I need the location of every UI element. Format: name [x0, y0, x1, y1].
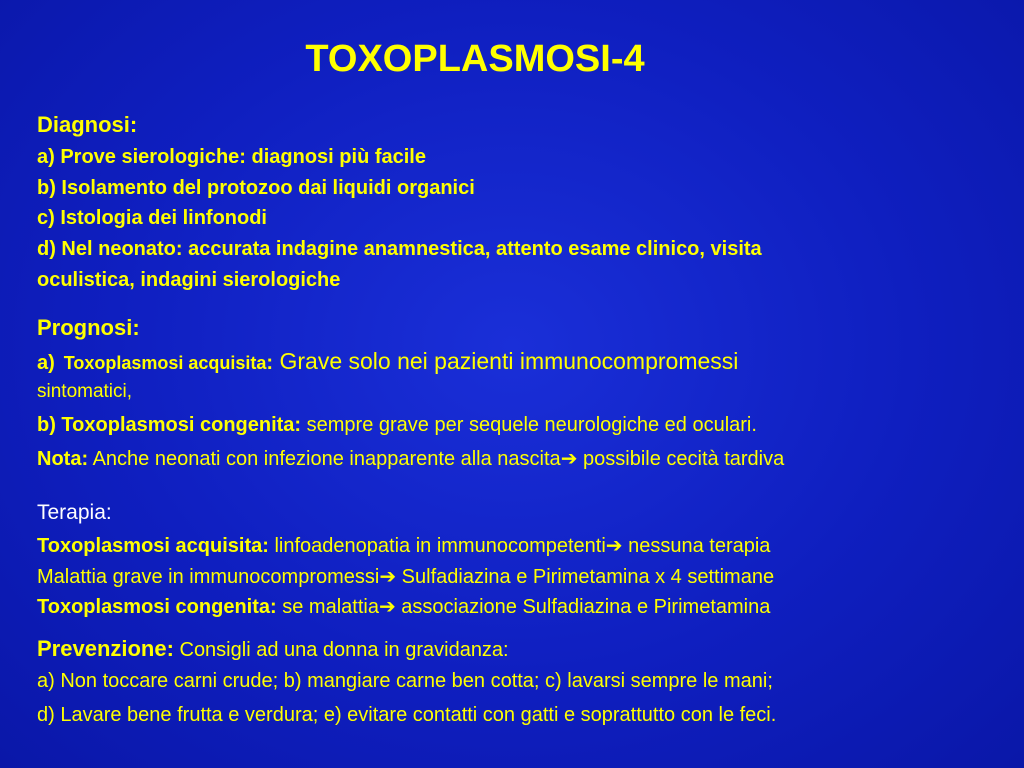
prevenzione-header-line	[37, 636, 509, 662]
nota-text: Anche neonati con infezione inapparente alla nascita	[88, 448, 561, 470]
prognosi-heading: Prognosi:	[37, 315, 140, 340]
diagnosi-item-d-line1: d) Nel neonato: accurata indagine anamnestica, attento esame clinico, visita	[37, 238, 762, 260]
prognosi-a-text: Grave solo nei pazienti immunocompromessi	[273, 348, 739, 374]
prognosi-nota	[37, 446, 784, 471]
terapia-l2-text-2: Sulfadiazina e Pirimetamina x 4 settimane	[396, 566, 775, 588]
terapia-l1-text-2: nessuna terapia	[622, 535, 771, 557]
diagnosi-item-b: b) Isolamento del protozoo dai liquidi organici	[37, 177, 475, 199]
right-arrow-icon: ➔	[379, 566, 397, 588]
slide-title: TOXOPLASMOSI-4	[305, 38, 645, 80]
terapia-l3-label: Toxoplasmosi congenita:	[37, 596, 277, 618]
terapia-l2-text: Malattia grave in immunocompromessi	[37, 566, 380, 588]
diagnosi-item-c: c) Istologia dei linfonodi	[37, 207, 267, 229]
right-arrow-icon: ➔	[605, 535, 623, 557]
terapia-line-2	[37, 564, 774, 589]
terapia-l3-text-2: associazione Sulfadiazina e Pirimetamina	[395, 596, 771, 618]
diagnosi-item-a: a) Prove sierologiche: diagnosi più facile	[37, 146, 426, 168]
prevenzione-line-1: a) Non toccare carni crude; b) mangiare carne ben cotta; c) lavarsi sempre le mani;	[37, 670, 773, 692]
terapia-l1-text: linfoadenopatia in immunocompetenti	[268, 535, 606, 557]
prognosi-b-label: b) Toxoplasmosi congenita:	[37, 414, 302, 436]
prognosi-a-colon: :	[266, 352, 274, 374]
terapia-line-1	[37, 533, 770, 558]
prognosi-item-a	[37, 348, 738, 375]
prognosi-a-prefix: a)	[37, 352, 55, 374]
diagnosi-item-d-line2: oculistica, indagini sierologiche	[37, 269, 341, 291]
prevenzione-line-2: d) Lavare bene frutta e verdura; e) evitare contatti con gatti e soprattutto con le feci.	[37, 704, 777, 726]
right-arrow-icon: ➔	[560, 448, 578, 470]
nota-label: Nota:	[37, 448, 89, 470]
prevenzione-heading: Prevenzione:	[37, 636, 174, 661]
prognosi-a-text-line2: sintomatici,	[37, 381, 133, 402]
terapia-line-3	[37, 594, 770, 619]
terapia-l1-label: Toxoplasmosi acquisita:	[37, 535, 269, 557]
nota-text-2: possibile cecità tardiva	[577, 448, 785, 470]
terapia-heading: Terapia:	[37, 501, 112, 524]
prognosi-item-b	[37, 414, 757, 437]
right-arrow-icon: ➔	[378, 596, 396, 618]
terapia-l3-text: se malattia	[276, 596, 379, 618]
prognosi-b-text: sempre grave per sequele neurologiche ed oculari.	[301, 414, 757, 436]
diagnosi-heading: Diagnosi:	[37, 112, 138, 137]
prevenzione-intro: Consigli ad una donna in gravidanza:	[173, 639, 509, 661]
prognosi-a-label: Toxoplasmosi acquisita	[63, 353, 267, 373]
